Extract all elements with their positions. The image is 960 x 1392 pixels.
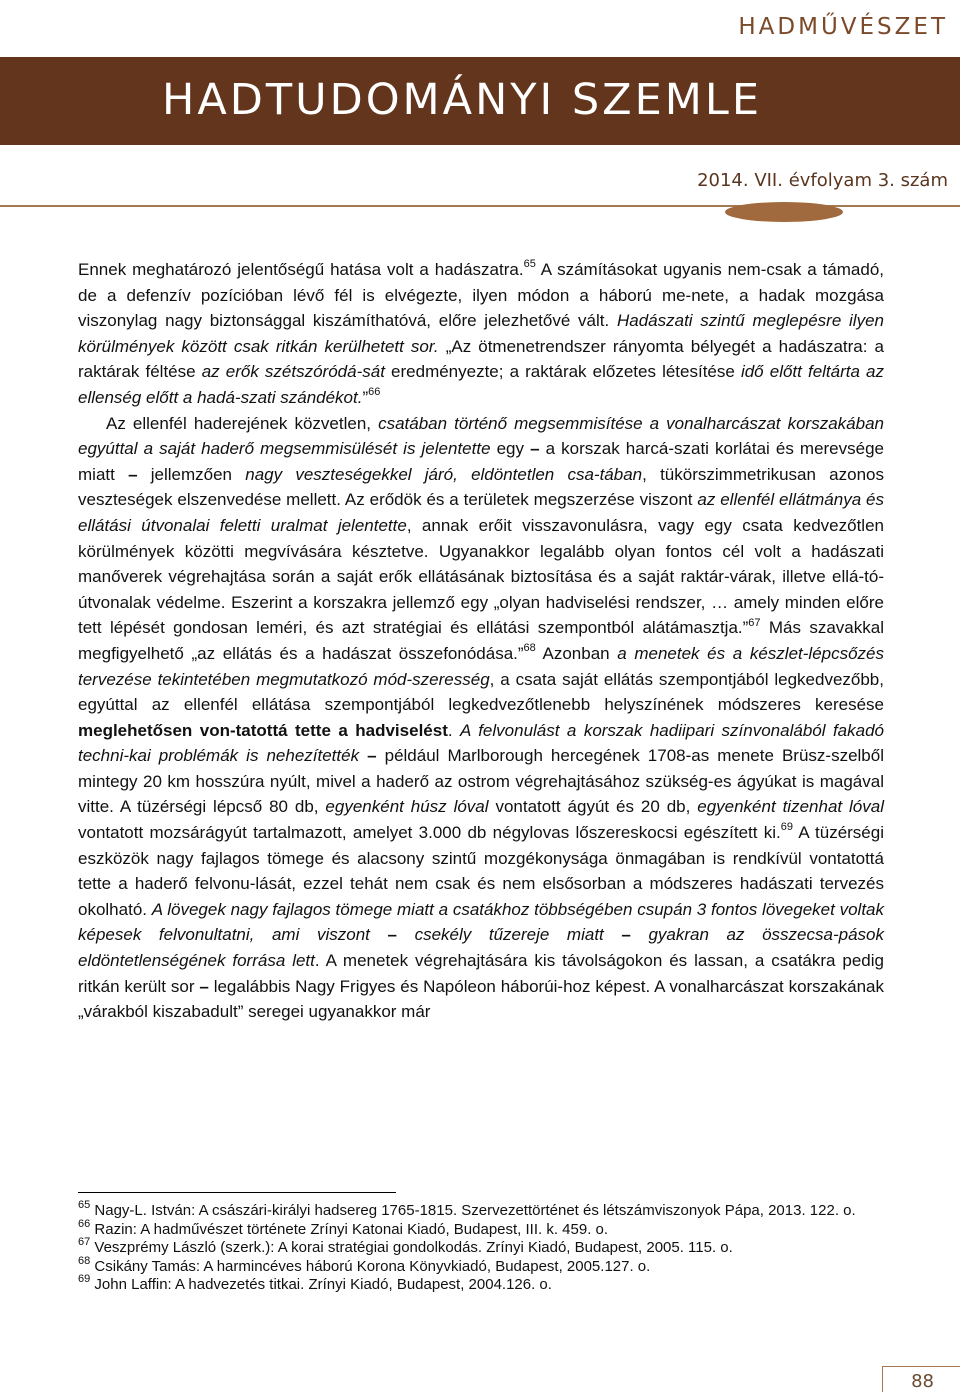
text-run: Az ellenfél haderejének közvetlen, — [106, 413, 379, 433]
italic-text: nagy veszteségekkel járó, eldöntetlen csa-tában — [245, 464, 643, 484]
text-run: Más szavakkal megfigyelhető „az ellátás és a hadászat összefonódása.” — [78, 618, 884, 663]
footnote-ref: 66 — [368, 386, 381, 399]
italic-text: egyenként húsz lóval — [325, 797, 489, 817]
footnote-text: Csikány Tamás: A harmincéves háború Korona Könyvkiadó, Budapest, 2005.127. o. — [90, 1257, 651, 1275]
footnote-number: 66 — [78, 1217, 91, 1230]
footnote-number: 65 — [78, 1199, 91, 1211]
footnote-text: Nagy-L. István: A császári-királyi hadsereg 1765-1815. Szervezettörténet és létszámviszonyok Pápa, 2013. 122. o. — [90, 1202, 856, 1219]
text-run: vontatott ágyút és 20 db, — [488, 797, 698, 817]
text-run: Azonban — [535, 643, 618, 663]
text-run: . A menetek végrehajtására kis távolságokon és lassan, a csatákra pedig ritkán került sor — [78, 951, 884, 996]
bold-text: – — [530, 439, 540, 459]
bold-text: – — [621, 925, 631, 945]
text-run: A tüzérségi eszközök nagy fajlagos tömege és alacsony szintű mozgékonysága önmagában is rendkívül vontatottá tette a haderő felvonu-lását, ezzel tehát nem csak és nem elsősorban a módszeres hadászati tervezés okolható. — [78, 823, 884, 919]
journal-banner — [0, 57, 960, 145]
text-run: például Marlborough hercegének 1708-as menete Brüsz-szelből mintegy 20 km hosszúra nyúlt, mivel a haderő az ostrom végrehajtásához szükség-es ágyúkat is magával vitte. A tüzérségi lépcső 80 db, — [78, 746, 884, 817]
footnote-ref: 65 — [523, 258, 536, 271]
footnote-text: John Laffin: A hadvezetés titkai. Zrínyi Kiadó, Budapest, 2004.126. o. — [90, 1276, 552, 1293]
italic-text: gyakran az összecsa-pások eldöntetlenségének forrása lett — [78, 925, 884, 971]
journal-title: HADTUDOMÁNYI SZEMLE — [162, 75, 763, 125]
footnote-text: Veszprémy László (szerk.): A korai stratégiai gondolkodás. Zrínyi Kiadó, Budapest, 2005. 115. o. — [90, 1239, 733, 1256]
footnote-ref: 67 — [748, 616, 761, 629]
footnote — [78, 1217, 858, 1240]
text-run: legalábbis Nagy Frigyes és Napóleon háborúi-hoz képest. A vonalharcászat korszakának „várakból kiszabadult” seregei ugyanakkor már — [78, 976, 884, 1022]
italic-text: az ellenfél ellátmánya és ellátási útvonalai feletti uralmat jelentette — [78, 490, 884, 535]
text-run — [397, 925, 415, 944]
footnote-ref: 68 — [523, 642, 536, 655]
paragraph-2 — [78, 411, 884, 1025]
footnotes — [78, 1199, 858, 1295]
text-run — [370, 925, 388, 944]
text-run: , annak erőit visszavonulásra, vagy egy csata kedvezőtlen körülmények közötti megvívására késztetve. Ugyanakkor legalább olyan fontos cél volt a hadászati manőverek végrehajtása során a saját erők ellátásának biztosítása és a saját raktár-várak, illetve ellá-tó-útvonalak védelme. Eszerint a korszakra jellemző egy „olyan hadviselési rendszer, … amely minden előre tett lépését gondosan leméri, és azt stratégiai és ellátási szempontból alátámasztja.” — [78, 515, 884, 638]
bold-text: – — [387, 925, 397, 945]
text-run: A számításokat ugyanis nem-csak a támadó, de a defenzív pozícióban lévő fél is elvégezte, ilyen módon a háború me-nete, a hadak mozgása viszonylag nagy biztonsággal kiszámíthatóvá, előre jelezhetővé vált. — [78, 260, 884, 331]
footnote — [78, 1254, 858, 1277]
footnote-number: 67 — [78, 1236, 91, 1248]
issue-info: 2014. VII. évfolyam 3. szám — [697, 170, 948, 191]
text-run: jellemzően — [137, 464, 246, 484]
text-run: , tükörszimmetrikusan azonos veszteségek elszenvedése mellett. Az erődök és a területek megszerzése viszont — [78, 464, 884, 510]
footnote — [78, 1273, 858, 1295]
text-run: Ennek meghatározó jelentőségű hatása volt a hadászatra. — [78, 260, 524, 279]
italic-text: Hadászati szintű meglepésre ilyen körülmények között csak ritkán kerülhetett sor. — [78, 311, 884, 356]
italic-text: az erők szétszóródá-sát — [201, 362, 385, 382]
footnote — [78, 1236, 858, 1258]
bold-text: meglehetősen von-tatottá tette a hadviselést — [78, 720, 448, 740]
article-body — [78, 257, 884, 1025]
header-rule-tab — [725, 202, 843, 222]
footnote-text: Razin: A hadművészet története Zrínyi Katonai Kiadó, Budapest, III. k. 459. o. — [90, 1220, 609, 1238]
text-run — [631, 925, 649, 944]
bold-text: – — [367, 746, 377, 766]
text-run: eredményezte; a raktárak előzetes létesítése — [384, 362, 741, 382]
text-run — [359, 746, 367, 765]
text-run: ” — [362, 387, 369, 407]
text-run: , a csata saját ellátás szempontjából legkedvezőbb, egyúttal az ellenfél ellátása szempontjából legkedvezőtlenebb helyszínének módszeres keresése — [78, 669, 884, 715]
italic-text: A felvonulást a korszak hadiipari színvonalából fakadó techni-kai problémák is nehezítették — [78, 720, 884, 766]
footnote-number: 68 — [78, 1254, 91, 1267]
text-run: „Az ötmenetrendszer rányomta bélyegét a hadászatra: a raktárak féltése — [78, 336, 884, 382]
footnote-ref: 69 — [780, 821, 794, 834]
bold-text: – — [128, 464, 138, 484]
italic-text: csatában történő megsemmisítése a vonalharcászat korszakában egyúttal a saját haderő megsemmisülését is jelentette — [78, 413, 884, 459]
text-run — [604, 925, 622, 944]
footnote-rule — [78, 1192, 396, 1193]
italic-text: idő előtt feltárta az ellenség előtt a hadá-szati szándékot. — [78, 362, 884, 407]
text-run: . — [447, 720, 461, 740]
bold-text: – — [199, 976, 209, 996]
footnote — [78, 1199, 858, 1221]
section-label: HADMŰVÉSZET — [738, 14, 948, 40]
text-run: egy — [490, 439, 531, 459]
text-run: a korszak harcá-szati korlátai és merevsége miatt — [78, 439, 885, 484]
italic-text: csekély tűzereje miatt — [414, 925, 604, 945]
italic-text: A lövegek nagy fajlagos tömege miatt a csatákhoz többségében csupán 3 fontos lövegeket voltak képesek felvonultatni, ami viszont — [78, 899, 884, 945]
italic-text: egyenként tizenhat lóval — [697, 797, 884, 817]
paragraph-1 — [78, 257, 884, 411]
page-number: 88 — [911, 1371, 934, 1392]
footnote-number: 69 — [78, 1273, 91, 1285]
text-run: vontatott mozsárágyút tartalmazott, amelyet 3.000 db négylovas lőszereskocsi egészített ki. — [78, 823, 781, 843]
italic-text: a menetek és a készlet-lépcsőzés tervezése tekintetében megmutatkozó mód-szeresség — [78, 643, 885, 689]
